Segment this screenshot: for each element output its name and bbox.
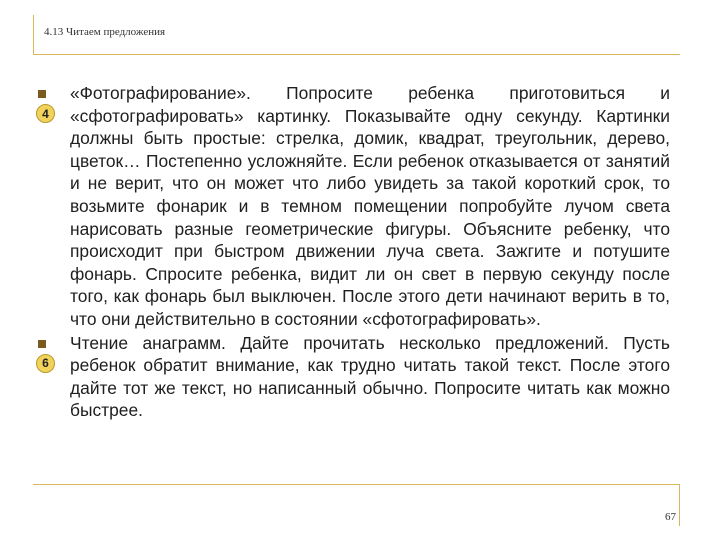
list-item xyxy=(38,332,678,422)
square-bullet-icon xyxy=(38,340,46,348)
number-badge: 4 xyxy=(36,104,55,123)
page-title: 4.13 Читаем предложения xyxy=(44,26,166,38)
item-text: Чтение анаграмм. Дайте прочитать несколько предложений. Пусть ребенок обратит внимание, как трудно читать такой текст. После этого дайте тот же текст, но написанный обычно. Попросите читать как можно быстрее. xyxy=(70,332,670,421)
number-badge: 6 xyxy=(36,354,55,373)
item-text: «Фотографирование». Попросите ребенка приготовиться и «сфотографировать» картинку. Показывайте одну секунду. Картинки должны быть простые: стрелка, домик, квадрат, треугольник, дерево, цветок… Постепенно усложняйте. Если ребенок отказывается от занятий и не верит, что он может что либо увидеть за такой короткий срок, то возьмите фонарик и в темном помещении попробуйте лучом света нарисовать разные геометрические фигуры. Объясните ребенку, что происходит при быстром движении луча света. Зажгите и потушите фонарь. Спросите ребенка, видит ли он свет в первую секунду после того, как фонарь был выключен. После этого дети начинают верить в то, что они действительно в состоянии «сфотографировать». xyxy=(70,83,670,329)
slide-content xyxy=(38,82,678,422)
list-item xyxy=(38,82,678,331)
page-number: 67 xyxy=(665,511,676,523)
footer-frame xyxy=(33,484,680,526)
square-bullet-icon xyxy=(38,90,46,98)
